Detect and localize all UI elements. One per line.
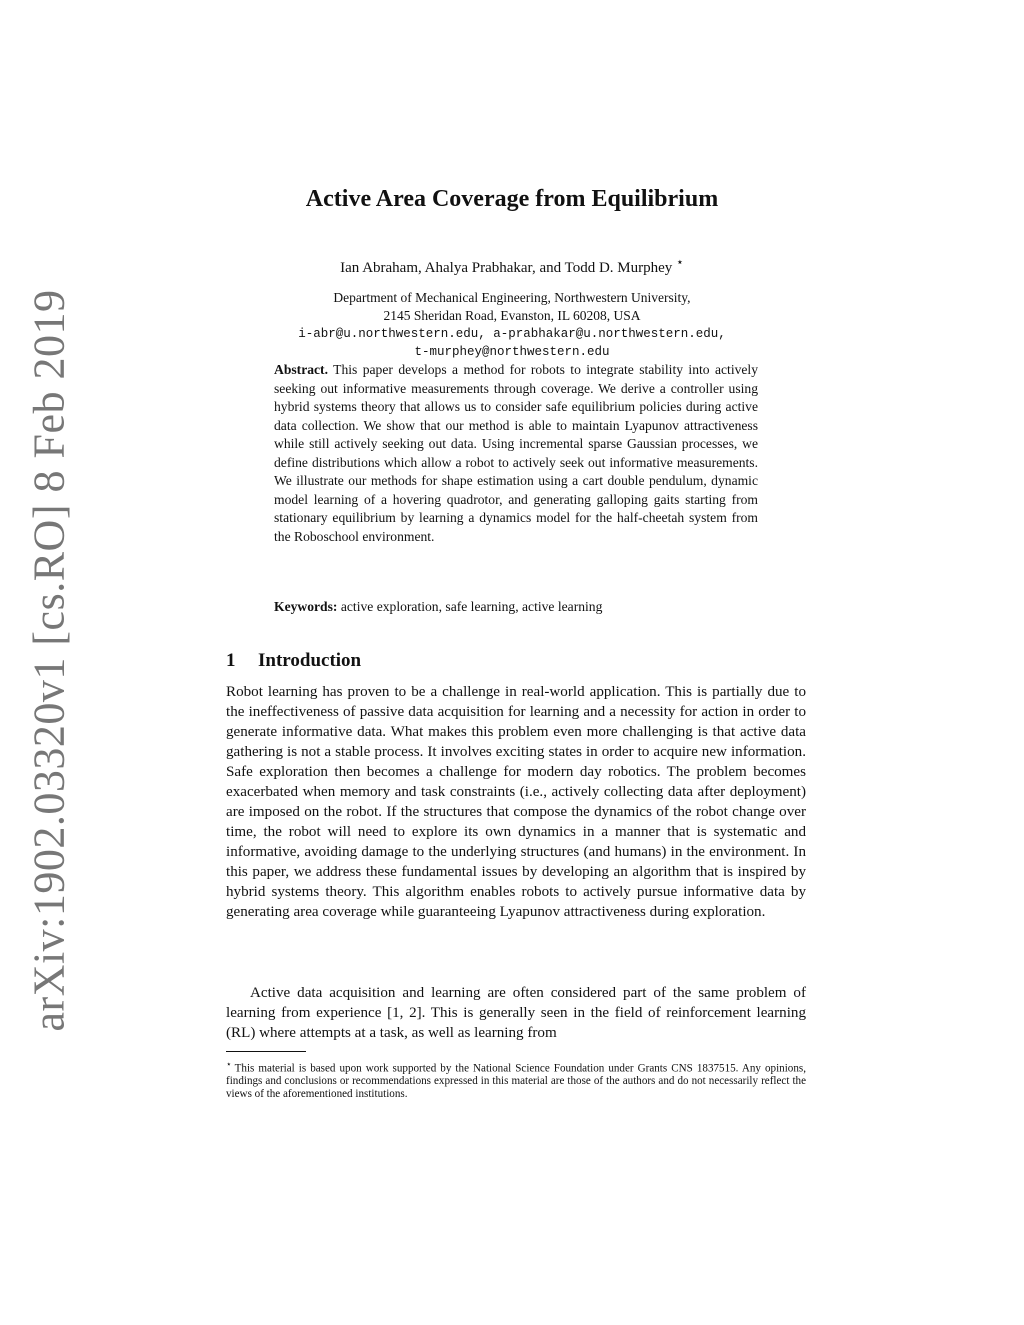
arxiv-identifier-stamp: [18, 289, 80, 1031]
author-email-corresponding: t-murphey@northwestern.edu: [414, 345, 610, 359]
abstract: [274, 361, 758, 546]
author-footnote-mark: ⋆: [676, 255, 684, 269]
keywords: [274, 599, 758, 615]
author-names: Ian Abraham, Ahalya Prabhakar, and Todd D. Murphey: [340, 260, 673, 276]
footnote-mark: ⋆: [226, 1059, 232, 1069]
author-list: [0, 254, 1024, 277]
affiliation-address: 2145 Sheridan Road, Evanston, IL 60208, USA: [383, 308, 641, 323]
paper-title: Active Area Coverage from Equilibrium: [305, 186, 719, 212]
affiliation-block: [0, 289, 1024, 361]
section-heading-introduction: [226, 650, 361, 672]
intro-paragraph-2: Active data acquisition and learning are often considered part of the same problem of learning from experience [1, 2]. This is generally seen in the field of reinforcement learning (RL) where attempts at a task, as well as learning from: [226, 985, 806, 1041]
keywords-text: active exploration, safe learning, active learning: [340, 599, 603, 614]
abstract-text: This paper develops a method for robots to integrate stability into actively seeking out informative measurements through coverage. We derive a controller using hybrid systems theory that allows us to consider safe equilibrium policies during active data collection. We show that our method is able to maintain Lyapunov attractiveness while still actively seeking out data. Using incremental sparse Gaussian processes, we define distributions which allow a robot to actively seek out informative measurements. We illustrate our methods for shape estimation using a cart double pendulum, dynamic model learning of a hovering quadrotor, and generating galloping gaits starting from stationary equilibrium by learning a dynamics model for the half-cheetah system from the Roboschool environment.: [274, 362, 759, 544]
footnote-rule: [226, 1051, 306, 1052]
keywords-label: Keywords:: [274, 599, 338, 614]
affiliation-department: Department of Mechanical Engineering, Northwestern University,: [333, 290, 691, 305]
arxiv-identifier-text: arXiv:1902.03320v1 [cs.RO] 8 Feb 2019: [24, 289, 74, 1031]
footnote: [226, 1058, 806, 1100]
author-emails: i-abr@u.northwestern.edu, a-prabhakar@u.northwestern.edu,: [298, 327, 726, 341]
abstract-label: Abstract.: [274, 362, 328, 377]
intro-paragraph-1: Robot learning has proven to be a challenge in real-world application. This is partially due to the ineffectiveness of passive data acquisition for learning and a necessity for action in order to generate informative data. What makes this problem even more challenging is that active data gathering is not a stable process. It involves exciting states in order to acquire new information. Safe exploration then becomes a challenge for modern day robotics. The problem becomes exacerbated when memory and task constraints (i.e., actively collecting data after deployment) are imposed on the robot. If the structures that compose the dynamics of the robot change over time, the robot will need to explore its own dynamics in a manner that is systematic and informative, avoiding damage to the underlying structures (and humans) in the environment. In this paper, we address these fundamental issues by developing an algorithm that is inspired by hybrid systems theory. This algorithm enables robots to actively pursue informative data by generating area coverage while guaranteeing Lyapunov attractiveness during exploration.: [226, 684, 806, 920]
footnote-text: This material is based upon work supported by the National Science Foundation under Grants CNS 1837515. Any opinions, findings and conclusions or recommendations expressed in this material are those of the authors and do not necessarily reflect the views of the aforementioned institutions.: [226, 1062, 806, 1100]
section-number: 1: [226, 650, 236, 671]
section-title: Introduction: [258, 650, 362, 671]
